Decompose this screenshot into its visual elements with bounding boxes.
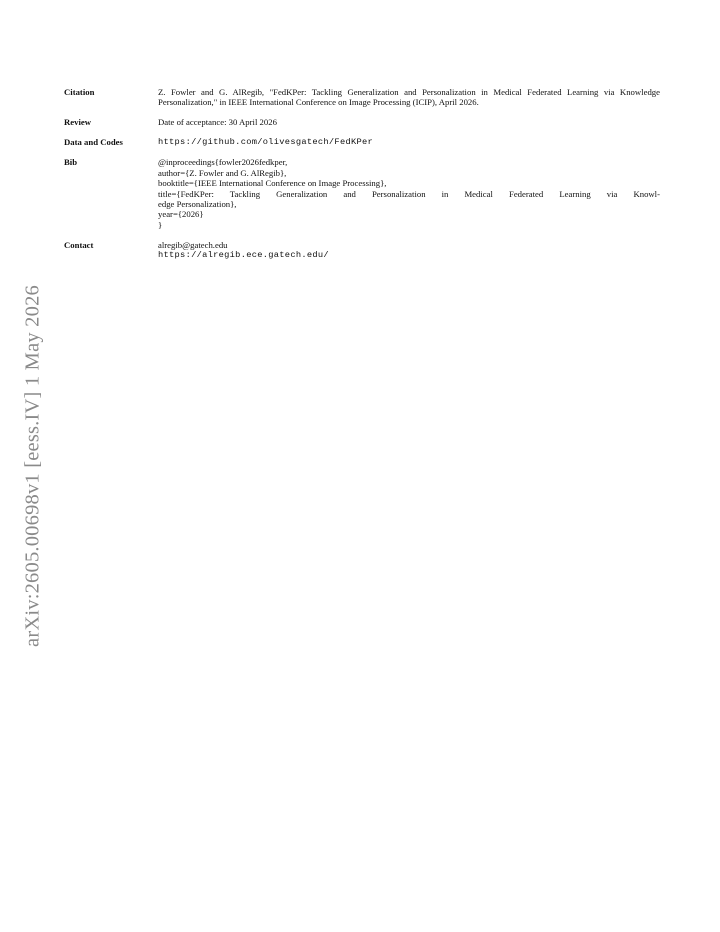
data-codes-label: Data and Codes <box>64 137 123 148</box>
review-text: Date of acceptance: 30 April 2026 <box>158 117 277 128</box>
bibtex-line: } <box>158 219 163 230</box>
bibtex-line: title={FedKPer: Tackling Generalization and Personalization in Medical Federated Learning via Knowl- <box>158 188 660 199</box>
contact-label: Contact <box>64 239 94 250</box>
data-codes-row <box>64 137 660 147</box>
arxiv-identifier-stamp: arXiv:2605.00698v1 [eess.IV] 1 May 2026 <box>21 285 44 647</box>
contact-website-link[interactable]: https://alregib.ece.gatech.edu/ <box>158 250 329 261</box>
contact-email[interactable]: alregib@gatech.edu <box>158 239 228 250</box>
citation-row <box>64 87 660 108</box>
citation-text: Z. Fowler and G. AlRegib, "FedKPer: Tackling Generalization and Personalization in Medical Federated Learning via Knowledge Personalization," in IEEE International Conference on Image Processing (ICIP), April 2026. <box>158 87 660 108</box>
bibtex-line: year={2026} <box>158 209 204 220</box>
bibtex-entry <box>158 157 660 230</box>
bib-label: Bib <box>64 157 78 168</box>
bibtex-line: author={Z. Fowler and G. AlRegib}, <box>158 167 287 178</box>
contact-details <box>158 240 660 261</box>
review-label: Review <box>64 117 92 128</box>
contact-row <box>64 240 660 261</box>
bibtex-line: @inproceedings{fowler2026fedkper, <box>158 157 288 168</box>
data-codes-link[interactable]: https://github.com/olivesgatech/FedKPer <box>158 137 374 148</box>
citation-label: Citation <box>64 87 95 97</box>
bib-row <box>64 157 660 230</box>
bibtex-line: booktitle={IEEE International Conference on Image Processing}, <box>158 178 387 189</box>
citation-metadata-block <box>64 87 660 270</box>
bibtex-line: edge Personalization}, <box>158 199 237 210</box>
review-row <box>64 117 660 127</box>
